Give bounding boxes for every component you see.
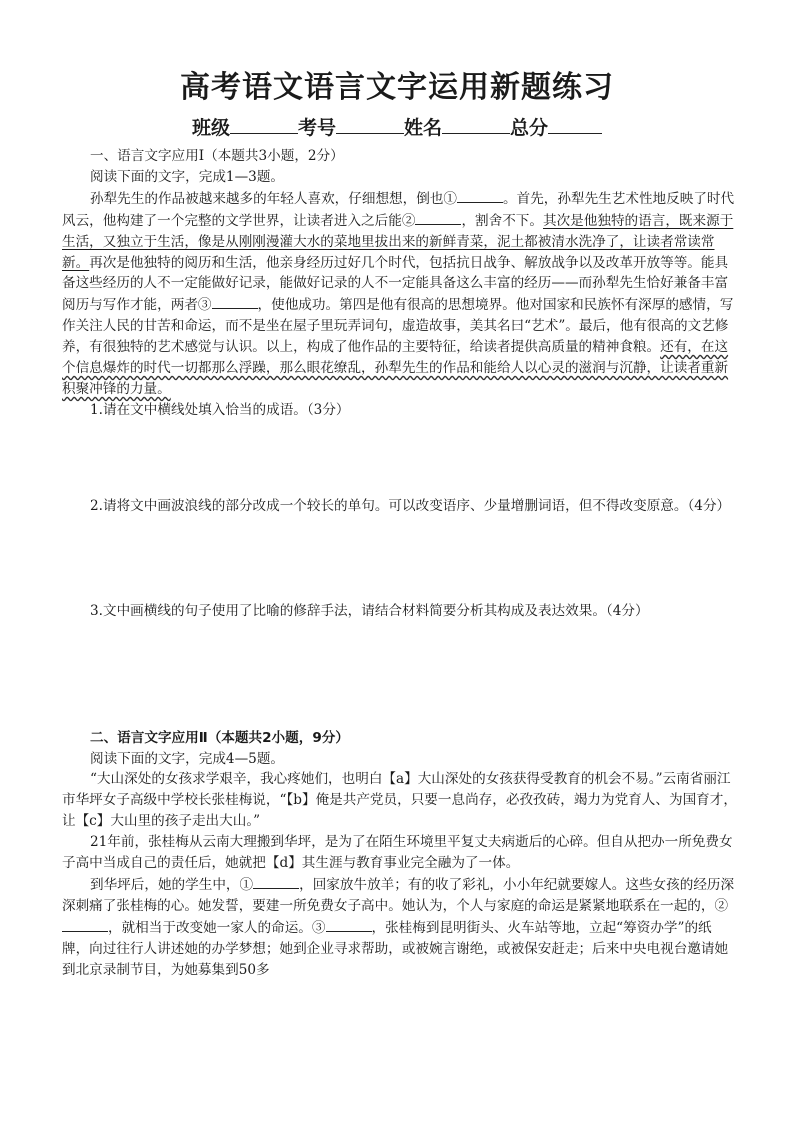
class-label: 班级 xyxy=(191,117,230,139)
passage-text: ，张桂梅到昆明街头、火车站等地，立起“筹资办学”的纸牌，向过往行人讲述她的办学梦想；她到企业寻求帮助，或被婉言谢绝，或被保安赶走；后来中央电视台邀请她到北京录制节目，为她募集到50多 xyxy=(62,919,729,978)
question-1: 1.请在文中横线处填入恰当的成语。（3分） xyxy=(90,401,350,418)
exam-no-label: 考号 xyxy=(297,117,336,139)
section2-paragraph-1: “大山深处的女孩求学艰辛，我心疼她们，也明白【a】大山深处的女孩获得受教育的机会不易。”云南省丽江市华坪女子高级中学校长张桂梅说，“【b】俺是共产党员，只要一息尚存，必孜孜砖，竭力为党育人、为国育才，让【c】大山里的孩子走出大山。” xyxy=(62,771,737,830)
section1-passage xyxy=(62,188,738,400)
answer-blank-1[interactable] xyxy=(457,188,503,203)
section2-heading: 二、语言文字应用Ⅱ（本题共2小题，9分） xyxy=(90,729,349,746)
answer-space-1[interactable] xyxy=(62,421,738,496)
passage-text: 再次是他独特的阅历和生活，他亲身经历过好几个时代，包括抗日战争、解放战争以及改革开放等等。能具备这些经历的人不一定能做好记录，能做好记录的人不一定能具备这么丰富的经历——而孙犁先生恰好兼备丰富阅历与写作才能，两者③ xyxy=(62,254,729,314)
passage-text: ，就相当于改变她一家人的命运。③ xyxy=(108,919,326,936)
name-blank[interactable] xyxy=(442,115,510,134)
section1-heading: 一、语言文字应用Ⅰ（本题共3小题，2分） xyxy=(90,148,344,164)
passage-text: 。首先，孙犁先生艺术性地反映了时代风云，他构建了一个完整的文学世界，让读者进入之后能② xyxy=(62,190,735,229)
answer-blank-2[interactable] xyxy=(415,210,461,225)
answer-blank-s2-3[interactable] xyxy=(326,917,372,932)
question-3: 3.文中画横线的句子使用了比喻的修辞手法，请结合材料简要分析其构成及表达效果。（4分） xyxy=(90,602,649,619)
document-title: 高考语文语言文字运用新题练习 xyxy=(180,70,614,105)
answer-blank-s2-2[interactable] xyxy=(62,917,108,932)
exam-no-blank[interactable] xyxy=(336,115,404,134)
document-body xyxy=(62,146,738,980)
score-label: 总分 xyxy=(510,117,549,139)
wavy-underlined-text: 还有，在这个信息爆炸的时代一切都那么浮躁，那么眼花缭乱，孙犁先生的作品和能给人以心灵的滋润与沉静，让读者重新积聚冲锋的力量。 xyxy=(62,339,729,397)
passage-text: ，割舍不下。 xyxy=(461,212,543,229)
question-2: 2.请将文中画波浪线的部分改成一个较长的单句。可以改变语序、少量增删词语，但不得改变原意。（4分） xyxy=(90,497,731,514)
answer-space-2[interactable] xyxy=(62,517,738,601)
score-blank[interactable] xyxy=(548,115,602,134)
section2-paragraph-3 xyxy=(62,874,738,981)
class-blank[interactable] xyxy=(230,115,298,134)
section1-intro: 阅读下面的文字，完成1—3题。 xyxy=(90,168,285,185)
passage-text: ，回家放牛放羊；有的收了彩礼，小小年纪就要嫁人。这些女孩的经历深深刺痛了张桂梅的心。她发誓，要建一所免费女子高中。她认为，个人与家庭的命运是紧紧地联系在一起的，② xyxy=(62,876,735,914)
name-label: 姓名 xyxy=(404,117,443,139)
passage-text: 孙犁先生的作品被越来越多的年轻人喜欢，仔细想想，倒也① xyxy=(90,190,458,207)
student-info-line xyxy=(0,113,794,140)
passage-text: ，使他成功。第四是他有很高的思想境界。他对国家和民族怀有深厚的感情，写作关注人民的甘苦和命运，而不是坐在屋子里玩弄词句，虚造故事，美其名曰“艺术”。最后，他有很高的文艺修养，有很独特的艺术感觉与认识。以上，构成了他作品的主要特征，给读者提供高质量的精神食粮。 xyxy=(62,297,734,356)
answer-blank-s2-1[interactable] xyxy=(253,874,299,889)
answer-blank-3[interactable] xyxy=(212,294,258,309)
passage-text: 到华坪后，她的学生中，① xyxy=(90,876,254,893)
answer-space-3[interactable] xyxy=(62,622,738,728)
section2-intro: 阅读下面的文字，完成4—5题。 xyxy=(90,750,285,767)
section2-paragraph-2: 21年前，张桂梅从云南大理搬到华坪，是为了在陌生环境里平复丈夫病逝后的心碎。但自从把办一所免费女子高中当成自己的责任后，她就把【d】其生涯与教育事业完全融为了一体。 xyxy=(62,834,733,872)
underlined-sentence: 其次是他独特的语言，既来源于生活，又独立于生活，像是从刚刚漫灌大水的菜地里拔出来的新鲜青菜，泥土都被清水洗净了，让读者常读常新。 xyxy=(62,212,734,271)
